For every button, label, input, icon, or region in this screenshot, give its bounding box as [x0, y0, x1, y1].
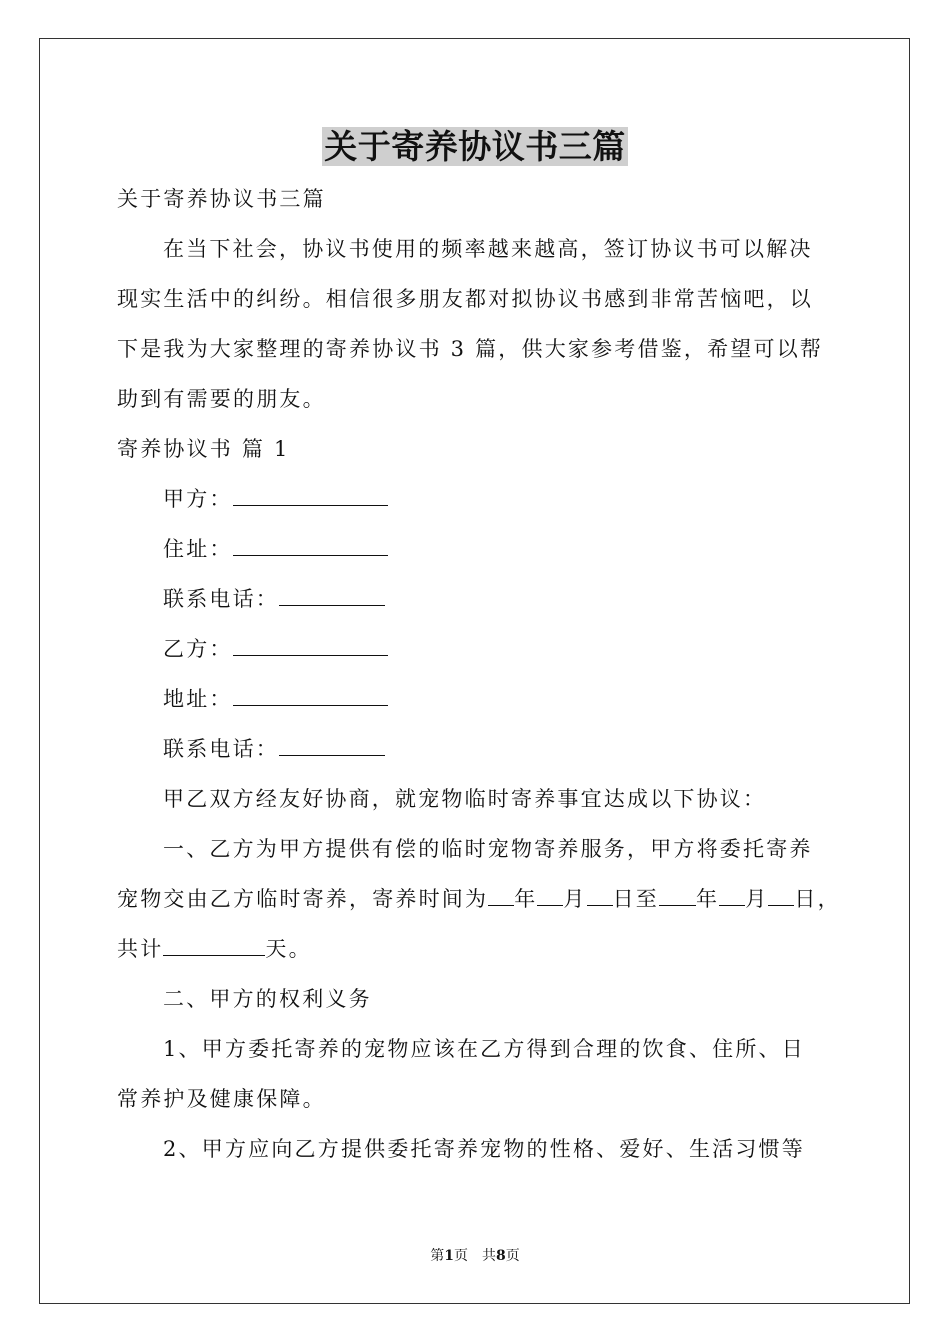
clause2-1-line-1: 1、甲方委托寄养的宠物应该在乙方得到合理的饮食、住所、日: [163, 1037, 805, 1061]
start-month-blank: [537, 885, 563, 906]
address-a-blank: [233, 535, 388, 556]
end-month-blank: [719, 885, 745, 906]
start-year-blank: [488, 885, 514, 906]
address-a-row: [163, 534, 388, 564]
party-b-row: [163, 634, 388, 664]
section-heading: 寄养协议书 篇 1: [117, 437, 290, 461]
intro-line-3: 下是我为大家整理的寄养协议书 3 篇，供大家参考借鉴，希望可以帮: [117, 337, 824, 361]
end-day-blank: [768, 885, 794, 906]
clause1-period-label: 宠物交由乙方临时寄养，寄养时间为: [117, 887, 489, 911]
end-year-blank: [659, 885, 696, 906]
party-b-blank: [233, 635, 388, 656]
party-b-label: 乙方：: [163, 637, 233, 661]
footer-page-prefix: 第: [430, 1248, 445, 1264]
address-b-row: [163, 684, 388, 714]
phone-b-blank: [279, 735, 385, 756]
phone-a-blank: [279, 585, 385, 606]
footer-page-current: 1: [444, 1248, 454, 1264]
total-days-blank: [163, 935, 265, 956]
agreement-intro: 甲乙双方经友好协商，就宠物临时寄养事宜达成以下协议：: [163, 787, 767, 811]
clause2-heading: 二、甲方的权利义务: [163, 987, 372, 1011]
footer-page-total: 8: [496, 1248, 506, 1264]
party-a-label: 甲方：: [163, 487, 233, 511]
footer-page-suffix: 页: [505, 1248, 520, 1264]
intro-line-4: 助到有需要的朋友。: [117, 387, 326, 411]
days-label: 天。: [265, 937, 312, 961]
footer-page-mid: 页 共: [454, 1248, 496, 1264]
start-year-label: 年: [514, 887, 538, 911]
party-a-row: [163, 484, 388, 514]
end-month-label: 月: [745, 887, 769, 911]
phone-b-label: 联系电话：: [163, 737, 279, 761]
address-b-blank: [233, 685, 388, 706]
clause2-2-line-1: 2、甲方应向乙方提供委托寄养宠物的性格、爱好、生活习惯等: [163, 1137, 805, 1161]
day-to-label: 日至: [612, 887, 660, 911]
phone-a-row: [163, 584, 385, 614]
address-a-label: 住址：: [163, 537, 233, 561]
phone-b-row: [163, 734, 385, 764]
end-year-label: 年: [696, 887, 720, 911]
document-title-text: 关于寄养协议书三篇: [324, 127, 626, 166]
phone-a-label: 联系电话：: [163, 587, 279, 611]
document-subtitle: 关于寄养协议书三篇: [117, 187, 326, 211]
address-b-label: 地址：: [163, 687, 233, 711]
total-label: 共计: [117, 937, 164, 961]
party-a-blank: [233, 485, 388, 506]
start-month-label: 月: [563, 887, 587, 911]
page-border: [39, 38, 910, 1304]
clause1-line-3: [117, 934, 312, 964]
intro-line-2: 现实生活中的纠纷。相信很多朋友都对拟协议书感到非常苦恼吧，以: [117, 287, 813, 311]
end-day-label: 日，: [794, 887, 841, 911]
clause1-line-1: 一、乙方为甲方提供有偿的临时宠物寄养服务，甲方将委托寄养: [163, 837, 813, 861]
page-footer: [0, 1246, 950, 1266]
intro-line-1: 在当下社会，协议书使用的频率越来越高，签订协议书可以解决: [163, 237, 813, 261]
start-day-blank: [587, 885, 613, 906]
document-title: [0, 125, 950, 169]
clause2-1-line-2: 常养护及健康保障。: [117, 1087, 326, 1111]
clause1-line-2: [117, 884, 841, 914]
